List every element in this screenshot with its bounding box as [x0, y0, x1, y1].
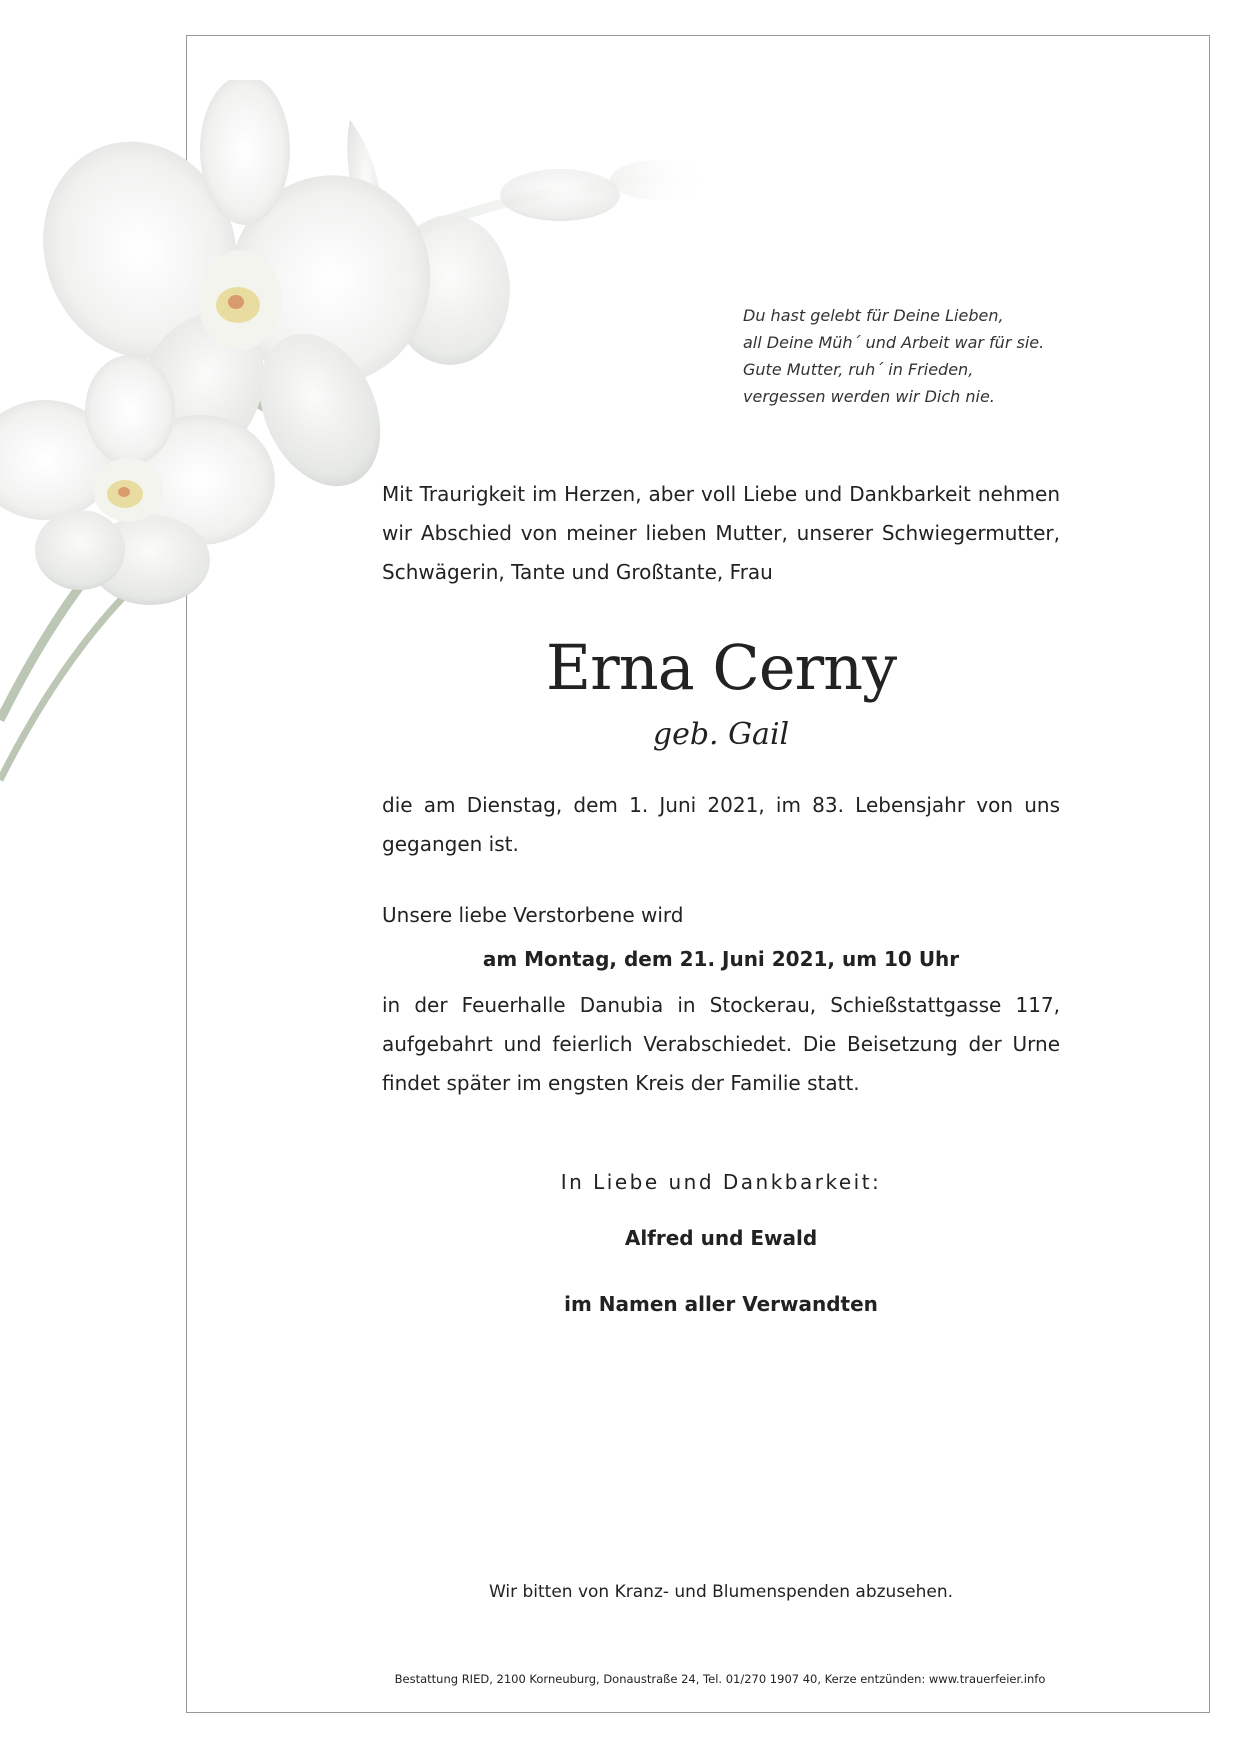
- deceased-name: Erna Cerny: [545, 631, 897, 704]
- funeral-home-footer: Bestattung RIED, 2100 Korneuburg, Donaustraße 24, Tel. 01/270 1907 40, Kerze entzünden: www.trauerfeier.info: [394, 1672, 1046, 1686]
- ceremony-location: in der Feuerhalle Danubia in Stockerau, Schießstattgasse 117, aufgebahrt und feierlich Verabschiedet. Die Beisetzung der Urne findet später im engsten Kreis der Familie statt.: [382, 993, 1060, 1095]
- passing-date-text: die am Dienstag, dem 1. Juni 2021, im 83. Lebensjahr von uns gegangen ist.: [382, 793, 1060, 856]
- memorial-poem: [743, 302, 1083, 410]
- signature-names: Alfred und Ewald: [624, 1226, 818, 1250]
- poem-line: all Deine Müh´ und Arbeit war für sie.: [743, 333, 1045, 352]
- maiden-name: geb. Gail: [652, 717, 790, 752]
- flower-request: Wir bitten von Kranz- und Blumenspenden abzusehen.: [488, 1582, 954, 1602]
- poem-line: vergessen werden wir Dich nie.: [743, 387, 995, 406]
- ceremony-intro: Unsere liebe Verstorbene wird: [382, 903, 684, 927]
- signature-relatives: im Namen aller Verwandten: [564, 1292, 878, 1316]
- ceremony-date: am Montag, dem 21. Juni 2021, um 10 Uhr: [482, 947, 960, 971]
- announcement-intro: Mit Traurigkeit im Herzen, aber voll Liebe und Dankbarkeit nehmen wir Abschied von meiner lieben Mutter, unserer Schwiegermutter, Schwägerin, Tante und Großtante, Frau: [382, 482, 1060, 584]
- poem-line: Gute Mutter, ruh´ in Frieden,: [743, 360, 974, 379]
- poem-line: Du hast gelebt für Deine Lieben,: [743, 306, 1004, 325]
- signature-intro: In Liebe und Dankbarkeit:: [560, 1170, 882, 1194]
